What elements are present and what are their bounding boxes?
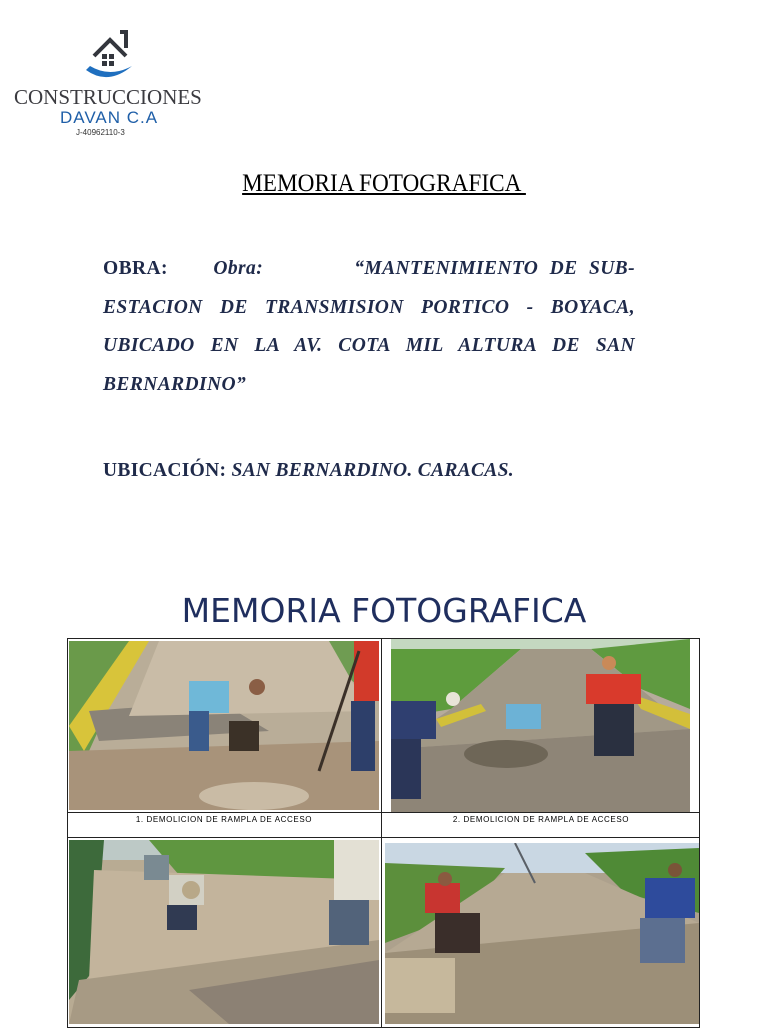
logo-company-suffix: DAVAN C.A [60,108,159,127]
company-logo [14,28,204,143]
obra-paragraph [103,250,635,404]
photo-1 [69,641,379,810]
photo-1-caption: 1. DEMOLICION DE RAMPLA DE ACCESO [135,815,313,824]
photo-2-caption: 2. DEMOLICION DE RAMPLA DE ACCESO [452,815,630,824]
house-logo-icon [80,28,140,84]
obra-description: “MANTENIMIENTO DE SUB-ESTACION DE TRANSMISION PORTICO - BOYACA, UBICADO EN LA AV. COTA MIL ALTURA DE SAN BERNARDINO” [103,258,635,395]
photo-4 [385,843,699,1024]
ubicacion-label: UBICACIÓN: [103,460,227,481]
section-title: MEMORIA FOTOGRAFICA [181,591,587,630]
logo-company-name: CONSTRUCCIONES [14,85,202,109]
obra-label-italic: Obra: [213,258,264,279]
photo-2 [391,639,690,812]
document-title: MEMORIA FOTOGRAFICA [242,170,526,197]
table-divider-horizontal-2 [67,837,700,838]
photo-3 [69,840,379,1024]
table-divider-vertical [381,638,382,1028]
ubicacion-value: SAN BERNARDINO. CARACAS. [231,460,514,481]
logo-rif: J-40962110-3 [76,128,125,137]
ubicacion-line [103,460,514,482]
obra-label: OBRA: [103,258,168,279]
table-divider-horizontal [67,812,700,813]
